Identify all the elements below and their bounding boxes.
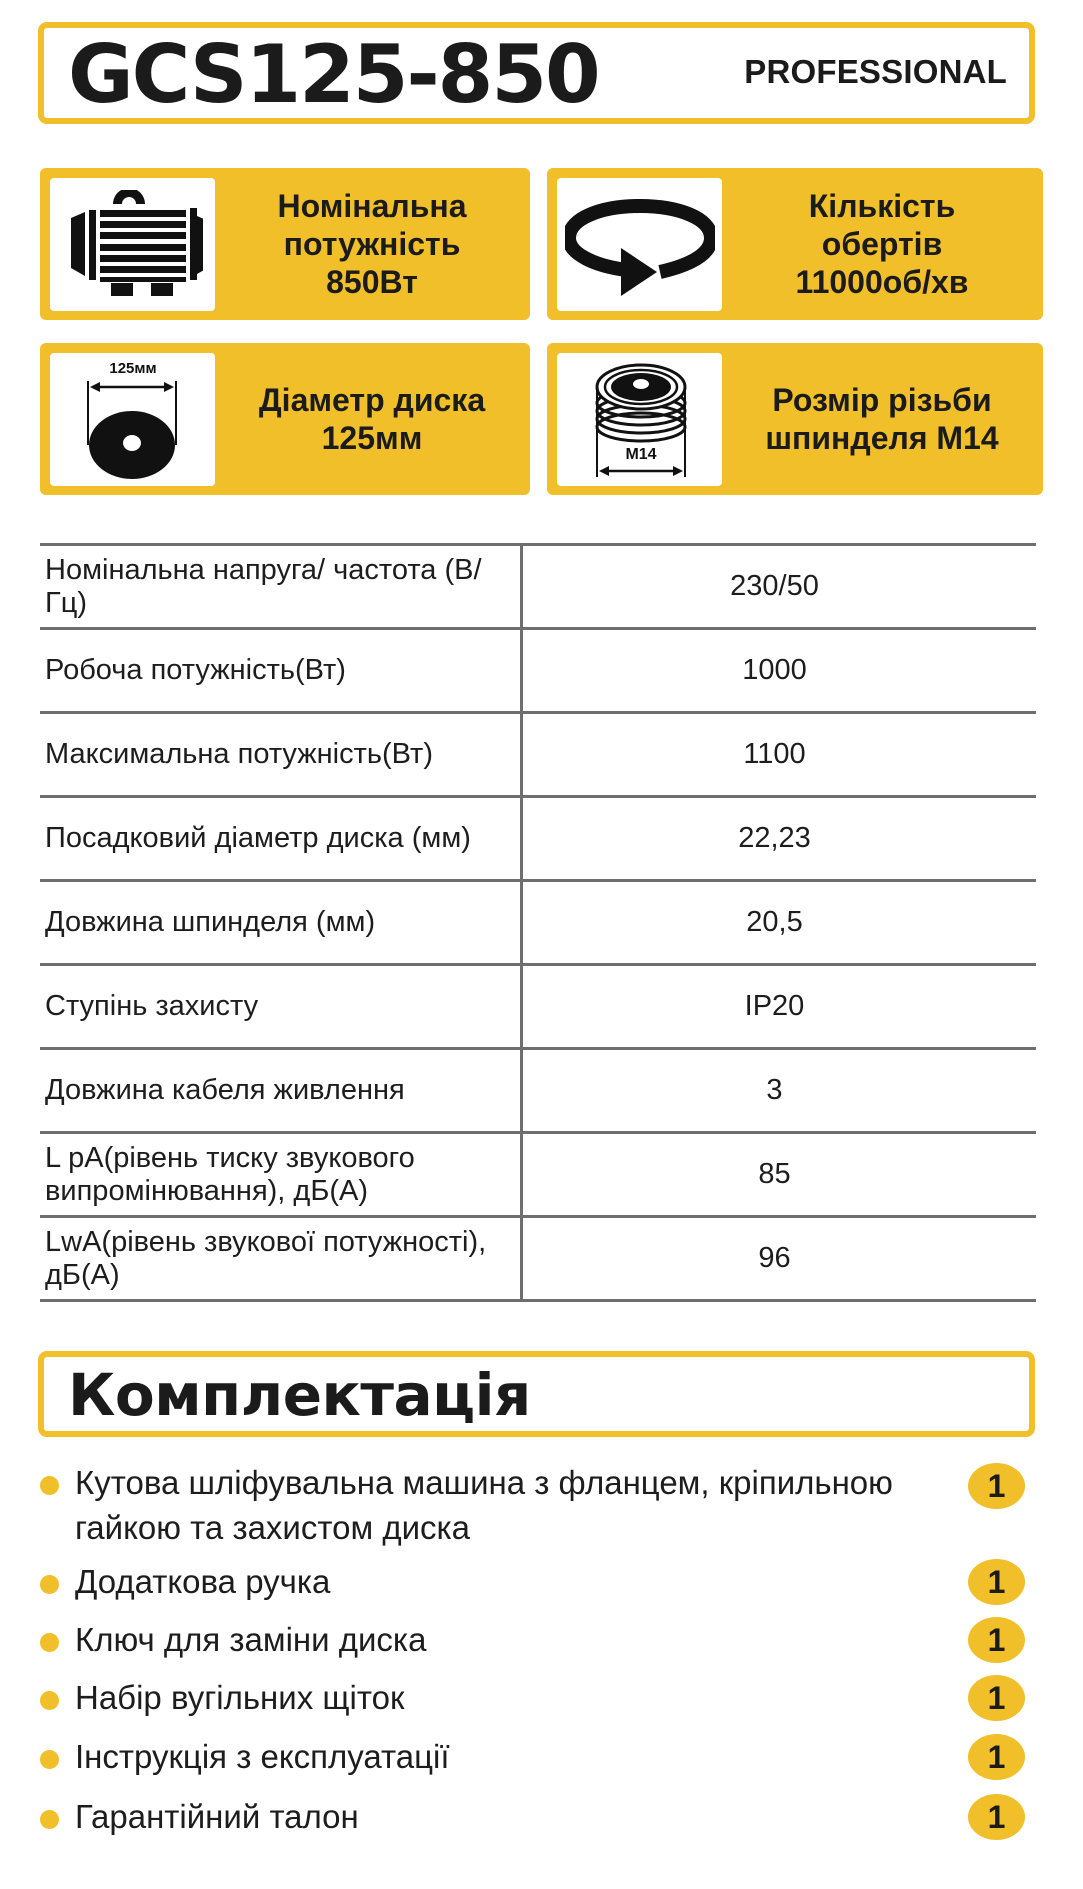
quantity-badge: 1: [968, 1559, 1025, 1605]
quantity-badge: 1: [968, 1734, 1025, 1780]
feature-line: Кількість: [808, 188, 956, 224]
table-row: [40, 713, 1036, 797]
rotation-icon: [557, 178, 722, 311]
model-header: [38, 22, 1035, 124]
table-row: [40, 1217, 1036, 1301]
quantity-badge: 1: [968, 1794, 1025, 1840]
feature-line: Діаметр диска: [258, 382, 486, 418]
bullet-icon: [40, 1633, 59, 1652]
feature-value: 125мм: [321, 420, 423, 456]
table-row: [40, 1133, 1036, 1217]
spindle-thread-icon: [557, 353, 722, 486]
bullet-icon: [40, 1575, 59, 1594]
spec-value: 22,23: [522, 797, 1037, 881]
spec-label: Довжина кабеля живлення: [40, 1049, 522, 1133]
feature-line: Розмір різьби: [772, 382, 992, 418]
feature-text: [725, 343, 1039, 495]
spec-label: Робоча потужність(Вт): [40, 629, 522, 713]
quantity-badge: 1: [968, 1675, 1025, 1721]
table-row: [40, 1049, 1036, 1133]
spec-label: Посадковий діаметр диска (мм): [40, 797, 522, 881]
feature-line: обертів: [821, 226, 943, 262]
kit-item-label: Гарантійний талон: [75, 1798, 359, 1835]
spec-value: 85: [522, 1133, 1037, 1217]
kit-item-label: Додаткова ручка: [75, 1563, 331, 1600]
bullet-icon: [40, 1691, 59, 1710]
kit-item-label: Інструкція з експлуатації: [75, 1738, 450, 1775]
spec-label: Довжина шпинделя (мм): [40, 881, 522, 965]
spec-label: Максимальна потужність(Вт): [40, 713, 522, 797]
specs-table: [40, 543, 1036, 1302]
feature-text: [725, 168, 1039, 320]
kit-item-label: Ключ для заміни диска: [75, 1621, 427, 1658]
spec-label: Ступінь захисту: [40, 965, 522, 1049]
table-row: [40, 797, 1036, 881]
kit-section-header: [38, 1351, 1035, 1437]
feature-text: [218, 343, 526, 495]
feature-line: Номінальна: [277, 188, 467, 224]
feature-card-spindle-thread: [547, 343, 1043, 495]
spec-value: IP20: [522, 965, 1037, 1049]
spec-value: 1000: [522, 629, 1037, 713]
bullet-icon: [40, 1750, 59, 1769]
spec-label: LwA(рівень звукової потужності), дБ(А): [40, 1217, 522, 1301]
spec-label: L pA(рівень тиску звукового випромінювання), дБ(А): [40, 1133, 522, 1217]
feature-card-power: [40, 168, 530, 320]
svg-text:125мм: 125мм: [108, 360, 157, 377]
motor-icon: [50, 178, 215, 311]
bullet-icon: [40, 1476, 59, 1495]
table-row: [40, 545, 1036, 629]
spec-value: 1100: [522, 713, 1037, 797]
feature-value: 11000об/хв: [795, 264, 969, 300]
svg-text:M14: M14: [624, 446, 657, 463]
spec-value: 230/50: [522, 545, 1037, 629]
quantity-badge: 1: [968, 1617, 1025, 1663]
spec-value: 20,5: [522, 881, 1037, 965]
feature-card-rpm: [547, 168, 1043, 320]
spec-value: 96: [522, 1217, 1037, 1301]
series-label: PROFESSIONAL: [744, 53, 1007, 90]
kit-item-label: Кутова шліфувальна машина з фланцем, кріпильною гайкою та захистом диска: [75, 1464, 893, 1546]
spec-label: Номінальна напруга/ частота (В/Гц): [40, 545, 522, 629]
feature-card-disc-diameter: [40, 343, 530, 495]
feature-line: потужність: [283, 226, 461, 262]
kit-item-label: Набір вугільних щіток: [75, 1679, 405, 1716]
table-row: [40, 629, 1036, 713]
kit-title: Комплектація: [68, 1361, 531, 1429]
quantity-badge: 1: [968, 1463, 1025, 1509]
feature-value: шпинделя М14: [765, 420, 999, 456]
feature-text: [218, 168, 526, 320]
bullet-icon: [40, 1810, 59, 1829]
model-title: GCS125-850: [68, 28, 599, 121]
disc-diameter-icon: [50, 353, 215, 486]
spec-value: 3: [522, 1049, 1037, 1133]
table-row: [40, 965, 1036, 1049]
table-row: [40, 881, 1036, 965]
feature-value: 850Вт: [326, 264, 418, 300]
